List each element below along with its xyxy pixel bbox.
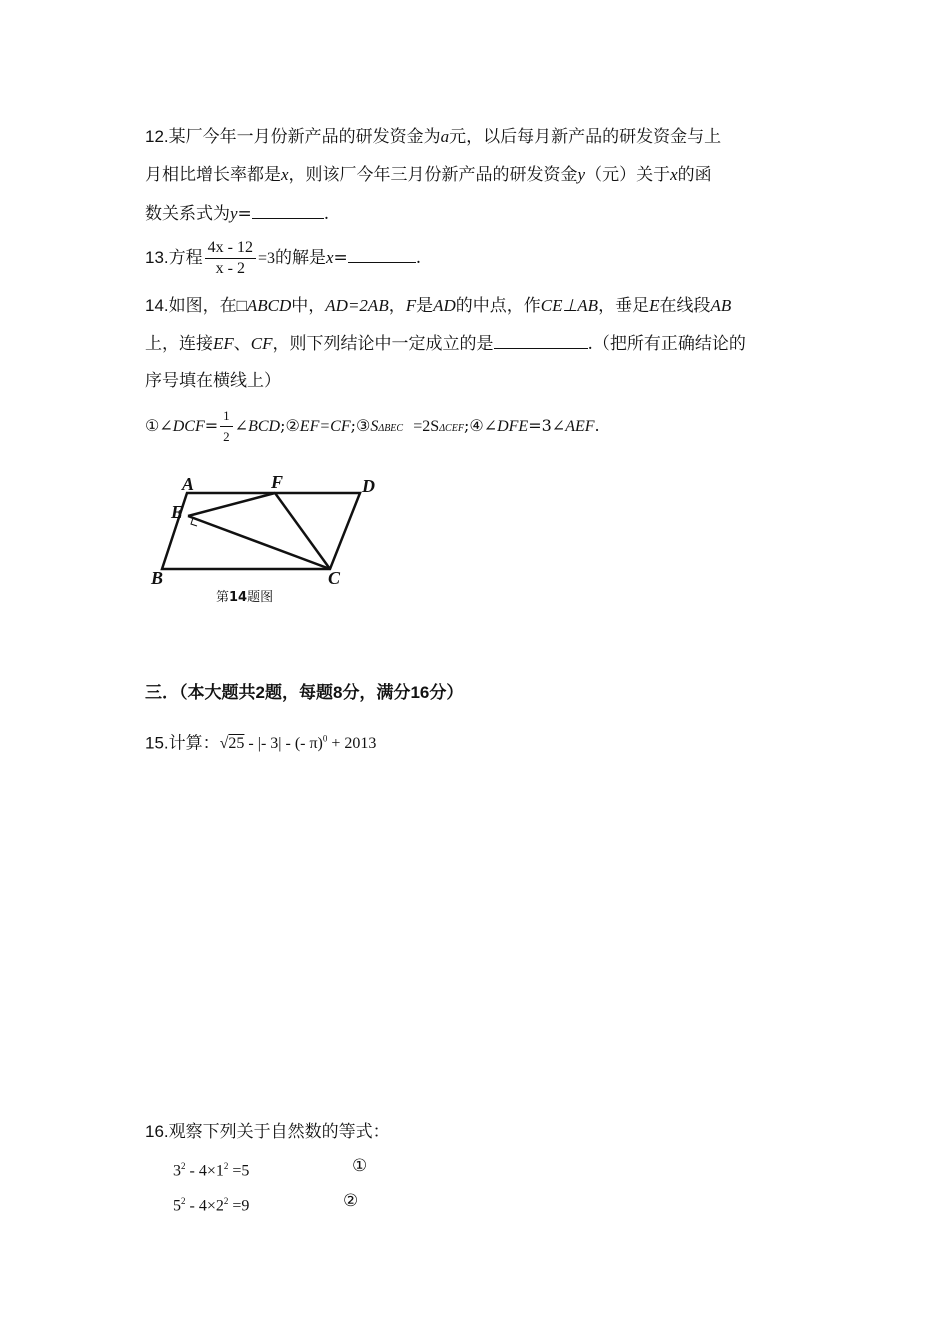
segment-ef (188, 493, 275, 516)
q15-line: 15.计算：√25 - |- 3| - (- π)$^0$ + 2013 (145, 733, 377, 754)
q14-number: 14. (145, 296, 169, 315)
half-fraction: $\frac{1}{2}$ (220, 407, 233, 446)
label-a: A (182, 474, 195, 494)
q12-answer-blank[interactable] (252, 202, 324, 219)
q13-fraction: $\frac{4x - 12}{x - 2}$ (205, 239, 256, 278)
q16-equation-2: $5^2 - 4\times 2^2 =9$ (173, 1196, 250, 1215)
q16-line: 16.观察下列关于自然数的等式： (145, 1122, 390, 1142)
q14-line3: 序号填在横线上） (145, 371, 281, 391)
q14-answer-blank[interactable] (494, 332, 588, 349)
parallelogram-figure (140, 466, 400, 616)
q16-number: 16. (145, 1122, 169, 1141)
q16-tag-2: ② (343, 1191, 359, 1211)
q16-tag-1: ① (352, 1156, 368, 1176)
label-e: E (171, 502, 184, 522)
q12-line2: 月相比增长率都是x，则该厂今年三月份新产品的研发资金y（元）关于x的函 (145, 165, 712, 185)
label-b: B (151, 568, 164, 588)
q13-line: 13.方程 $\frac{4x - 12}{x - 2}$ =3的解是x= . (145, 239, 422, 277)
q15-number: 15. (145, 733, 169, 753)
q12-line3: 数关系式为y= . (145, 204, 330, 224)
parallelogram-abcd (162, 493, 360, 569)
q12-line1: 12.某厂今年一月份新产品的研发资金为a元，以后每月新产品的研发资金与上 (145, 127, 722, 147)
figure-caption: 第14题图 (216, 590, 274, 605)
q13-number: 13. (145, 248, 169, 267)
q14-line2: 上，连接EF、CF，则下列结论中一定成立的是 .（把所有正确结论的 (145, 334, 746, 354)
q14-line1: 14.如图，在□ABCD中，AD=2AB，F是AD的中点，作CE⊥AB，垂足E在线段AB (145, 296, 732, 316)
label-c: C (328, 568, 341, 588)
segment-ec (188, 516, 330, 569)
label-f: F (271, 472, 284, 492)
q16-equation-1: $3^2 - 4\times 1^2 =5$ (173, 1161, 250, 1180)
q12-number: 12. (145, 127, 169, 146)
q13-answer-blank[interactable] (348, 246, 416, 263)
q14-options: ①∠DCF= $\frac{1}{2}$ ∠BCD;②EF=CF;③SΔBEC =2SΔCEF;④∠DFE=3∠AEF. (145, 408, 600, 444)
label-d: D (362, 476, 375, 496)
section-3-heading: 三．（本大题共2题，每题8分，满分16分） (145, 683, 464, 703)
